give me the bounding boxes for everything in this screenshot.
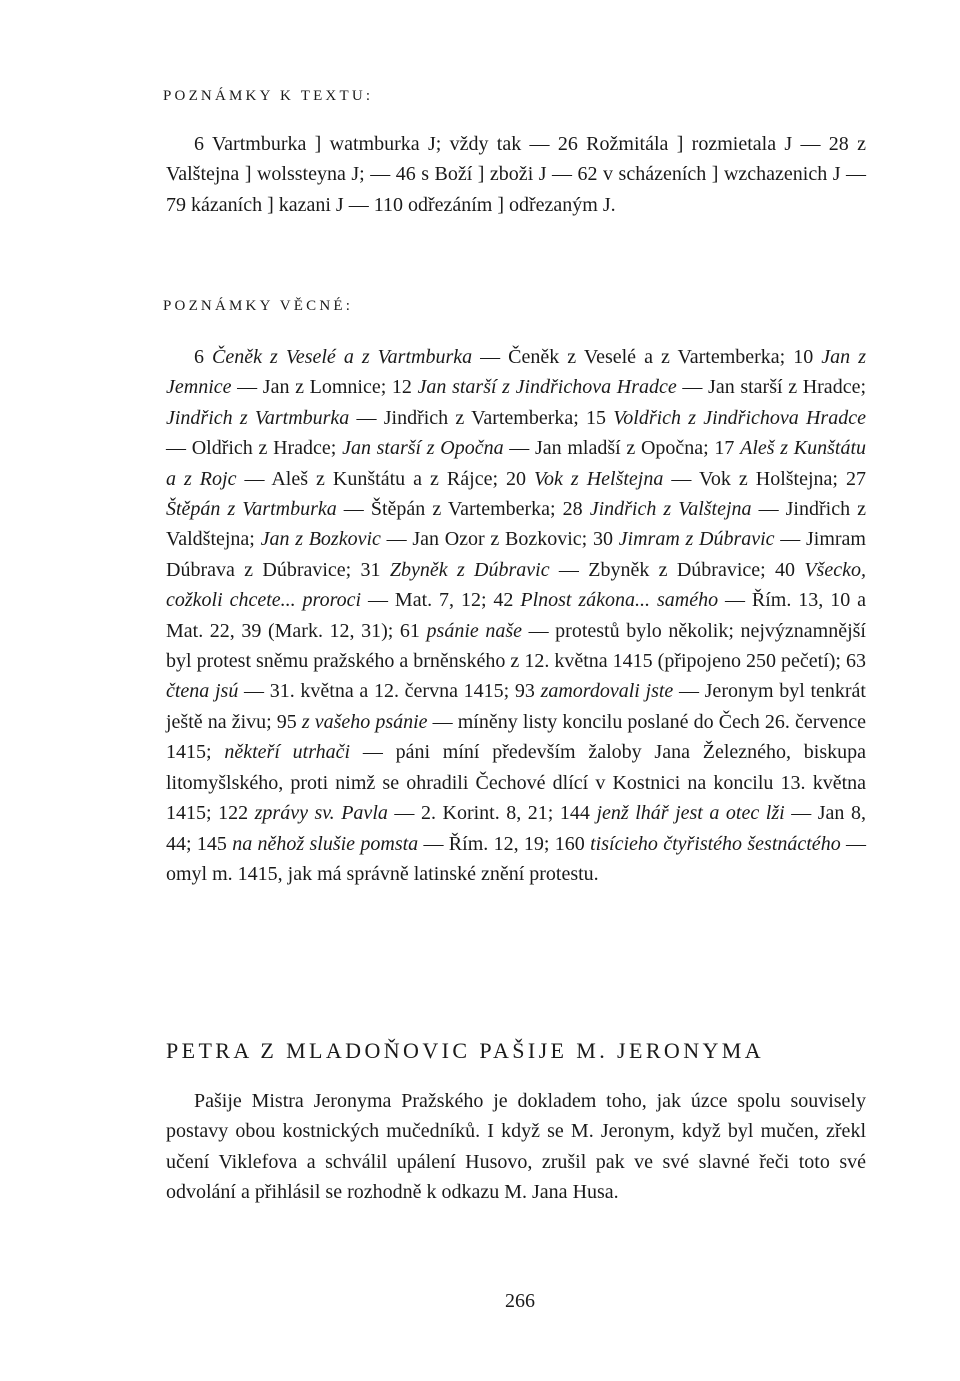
note-explanation: — 31. května a 12. června 1415; 93	[238, 680, 541, 703]
section-body: Pašije Mistra Jeronyma Pražského je dokladem toho, jak úzce spolu souvisely postavy obou kostnických mučedníků. I když se M. Jeronym, když byl mučen, zřekl učení Viklefova a schválil upálení Husovo, zrušil pak ve své slavné řeči toto své odvolání a přihlásil se rozhodně k odkazu M. Jana Husa.	[166, 1090, 866, 1204]
note-explanation: — Mat. 7, 12; 42	[361, 589, 521, 612]
note-explanation: — Jan 8, 44; 145	[166, 802, 866, 855]
note-explanation: — míněny listy koncilu poslané do Čech 26. července 1415;	[166, 710, 866, 764]
note-lemma: na něhož slušie pomsta	[232, 832, 419, 855]
note-explanation: — Řím. 13, 10 a Mat. 22, 39 (Mark. 12, 31); 61	[166, 589, 866, 642]
note-explanation: — Aleš z Kunštátu a z Rájce; 20	[236, 467, 535, 490]
note-lemma: psánie naše	[426, 619, 522, 642]
note-lemma: tisícieho čtyřistého šestnáctého	[590, 832, 841, 855]
note-lemma: Čeněk z Veselé a z Vartmburka	[212, 346, 473, 368]
note-explanation: 6	[194, 346, 213, 368]
note-lemma: čtena jsú	[166, 680, 239, 703]
note-explanation: — Jindřich z Valdštejna;	[166, 498, 866, 551]
note-explanation: — 2. Korint. 8, 21; 144	[387, 802, 597, 825]
note-lemma: Zbyněk z Dúbravic	[389, 558, 550, 581]
note-lemma: Vok z Helštejna	[534, 467, 664, 490]
note-explanation: — protestů bylo několik; nejvýznamnější byl protest sněmu pražského a brněnského z 12. května 1415 (připojeno 250 pečetí); 63	[166, 619, 866, 673]
note-lemma: Jan z Bozkovic	[260, 528, 381, 551]
note-explanation: — Čeněk z Veselé a z Vartemberka; 10	[472, 346, 822, 368]
note-lemma: zamordovali jste	[540, 680, 674, 703]
textual-notes-heading: POZNÁMKY K TEXTU:	[163, 88, 374, 104]
note-lemma: Jan starší z Jindřichova Hradce	[417, 376, 677, 399]
note-explanation: — Jindřich z Vartemberka; 15	[349, 406, 614, 429]
note-lemma: Všecko, cožkoli chcete... proroci	[166, 558, 866, 612]
note-lemma: Jan z Jemnice	[166, 346, 866, 399]
note-lemma: Jan starší z Opočna	[342, 437, 504, 460]
section-title: PETRA Z MLADOŇOVIC PAŠIJE M. JERONYMA	[166, 1038, 765, 1063]
note-lemma: někteří utrhači	[224, 741, 351, 764]
note-explanation: — Jan starší z Hradce;	[676, 376, 866, 399]
note-lemma: Aleš z Kunštátu a z Rojc	[166, 437, 866, 490]
note-explanation: — Vok z Holštejna; 27	[663, 467, 866, 490]
note-explanation: — Jimram Dúbrava z Dúbravice; 31	[166, 528, 866, 581]
page-number: 266	[505, 1290, 535, 1312]
factual-notes-body	[166, 342, 866, 889]
factual-notes-heading: POZNÁMKY VĚCNÉ:	[163, 298, 354, 314]
note-explanation: — Jan Ozor z Bozkovic; 30	[380, 528, 619, 551]
note-explanation: — Jeronym byl tenkrát ještě na živu; 95	[166, 680, 866, 733]
note-explanation: — Jan z Lomnice; 12	[231, 376, 418, 399]
note-explanation: — páni míní především žaloby Jana Železného, biskupa litomyšlského, proti nimž se ohradili Čechové dlící v Kostnici na koncilu 13. května 1415; 122	[166, 741, 866, 825]
note-lemma: Štěpán z Vartmburka	[166, 498, 337, 521]
note-lemma: z vašeho psánie	[301, 710, 428, 733]
note-lemma: Plnost zákona... samého	[520, 589, 719, 612]
note-lemma: Jindřich z Valštejna	[589, 498, 752, 521]
note-lemma: Voldřich z Jindřichova Hradce	[613, 406, 866, 429]
note-explanation: — Řím. 12, 19; 160	[418, 832, 591, 855]
note-lemma: Jindřich z Vartmburka	[166, 406, 350, 429]
note-lemma: zprávy sv. Pavla	[254, 802, 388, 825]
note-explanation: — omyl m. 1415, jak má správně latinské znění protestu.	[166, 832, 867, 885]
note-lemma: Jimram z Dúbravic	[618, 528, 775, 551]
textual-notes-body: 6 Vartmburka ] watmburka J; vždy tak — 26 Rožmitála ] rozmietala J — 28 z Valštejna ] wolssteyna J; — 46 s Boží ] zboži J — 62 v scházeních ] wzchazenich J — 79 kázaních ] kazani J — 110 odřezáním ] odřezaným J.	[166, 133, 866, 216]
note-explanation: — Jan mladší z Opočna; 17	[503, 437, 741, 460]
note-explanation: — Štěpán z Vartemberka; 28	[336, 498, 590, 521]
note-explanation: — Oldřich z Hradce;	[166, 437, 343, 460]
note-lemma: jenž lhář jest a otec lži	[596, 802, 785, 825]
note-explanation: — Zbyněk z Dúbravice; 40	[549, 558, 805, 581]
